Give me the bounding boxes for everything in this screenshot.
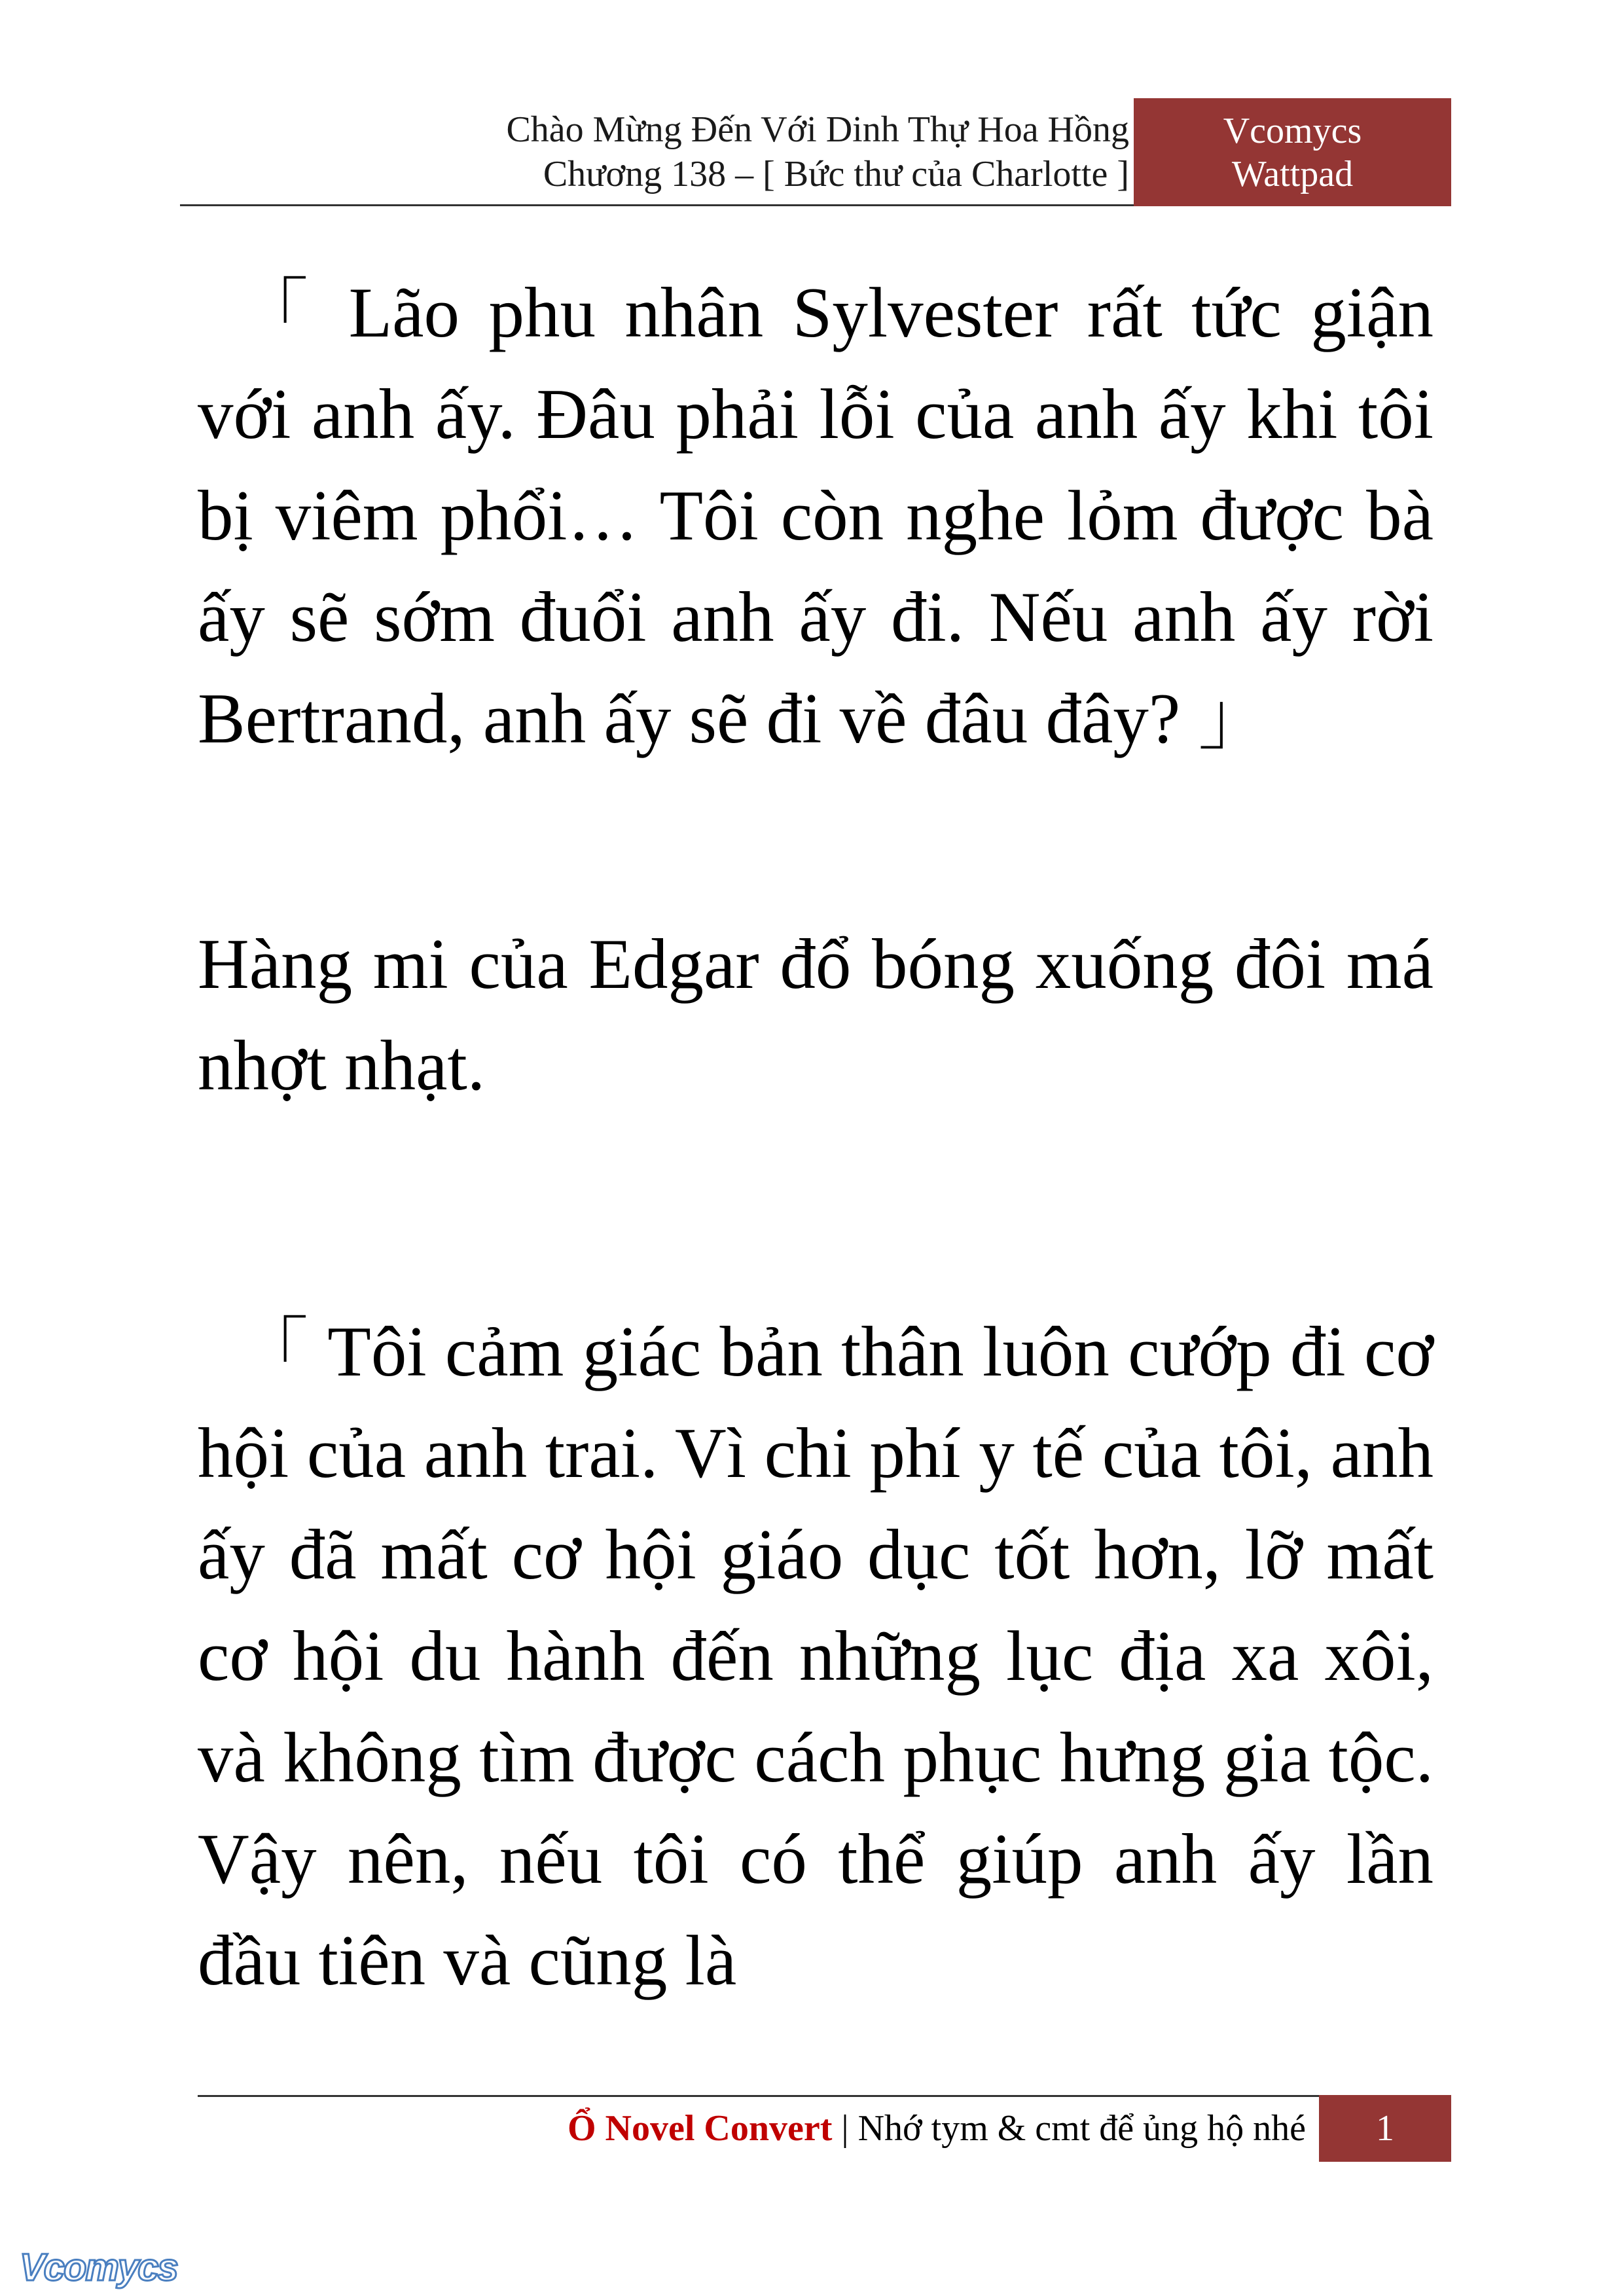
chapter-title: Chương 138 – [ Bức thư của Charlotte ] — [543, 154, 1129, 194]
paragraph-gap — [198, 1116, 1434, 1301]
paragraph-gap — [198, 769, 1434, 913]
header-source-box — [1134, 98, 1451, 206]
footer-separator: | — [841, 2108, 849, 2149]
page-footer — [198, 2095, 1451, 2162]
header-divider — [180, 204, 1134, 206]
footer-note: Nhớ tym & cmt để ủng hộ nhé — [857, 2108, 1306, 2149]
paragraph-narration: Hàng mi của Edgar đổ bóng xuống đôi má nhợt nhạt. — [198, 924, 1434, 1105]
page-number: 1 — [1319, 2095, 1451, 2162]
footer-divider — [198, 2095, 1319, 2097]
source-wattpad: Wattpad — [1231, 153, 1354, 194]
paragraph-quote-1: 「 Lão phu nhân Sylvester rất tức giận với anh ấy. Đâu phải lỗi của anh ấy khi tôi bị viêm phổi… Tôi còn nghe lỏm được bà ấy sẽ sớm đuổi anh ấy đi. Nếu anh ấy rời Bertrand, anh ấy sẽ đi về đâu đây? 」 — [198, 273, 1434, 758]
header-text — [506, 107, 1129, 196]
paragraph-quote-2: 「 Tôi cảm giác bản thân luôn cướp đi cơ hội của anh trai. Vì chi phí y tế của tôi, anh ấy đã mất cơ hội giáo dục tốt hơn, lỡ mất cơ hội du hành đến những lục địa xa xôi, và không tìm được cách phục hưng gia tộc. Vậy nên, nếu tôi có thể giúp anh ấy lần đầu tiên và cũng là — [198, 1312, 1434, 2000]
source-vcomycs: Vcomycs — [1223, 110, 1362, 151]
footer-brand: Ổ Novel Convert — [568, 2108, 833, 2149]
vcomycs-watermark-logo: Vcomycs — [20, 2246, 177, 2289]
page-header — [180, 98, 1451, 206]
footer-text — [568, 2105, 1306, 2151]
page-content — [198, 262, 1434, 2011]
book-title: Chào Mừng Đến Với Dinh Thự Hoa Hồng — [506, 109, 1129, 150]
